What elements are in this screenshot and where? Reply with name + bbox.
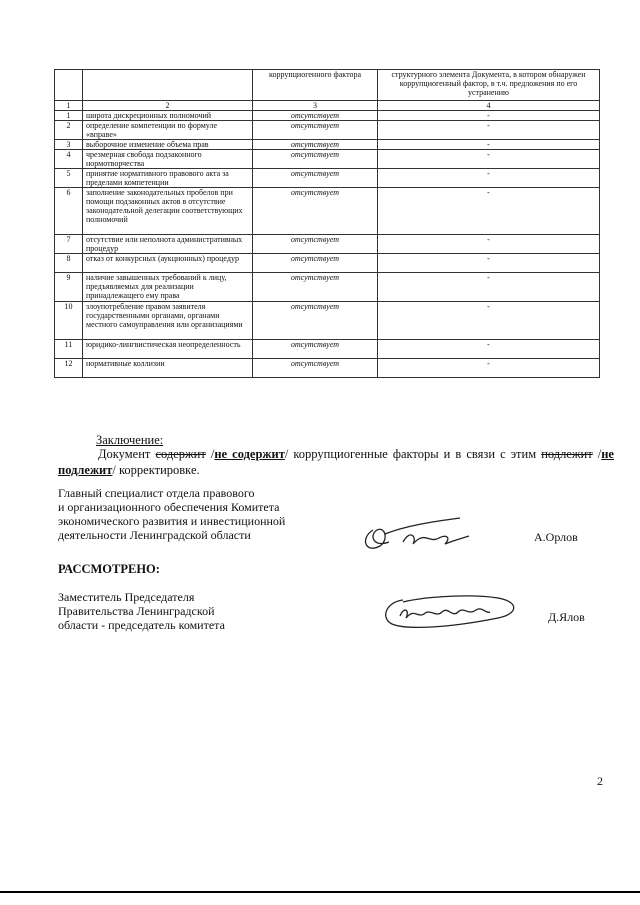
signer2-line: Заместитель Председателя: [58, 590, 195, 604]
signer1-line: Главный специалист отдела правового: [58, 486, 255, 500]
factor-note: -: [378, 235, 600, 254]
signer2-line: Правительства Ленинградской: [58, 604, 215, 618]
factor-note: -: [378, 254, 600, 273]
factor-note: -: [378, 302, 600, 340]
factor-note: -: [378, 150, 600, 169]
table-row: [55, 188, 600, 235]
selected-option-not-contains: не содержит: [214, 447, 285, 461]
table-row: [55, 121, 600, 140]
factor-note: -: [378, 359, 600, 378]
row-number: 4: [55, 150, 83, 169]
factor-name: принятие нормативного правового акта за пределами компетенции: [83, 169, 253, 188]
table-row: [55, 169, 600, 188]
conclusion-text: [58, 446, 614, 478]
signer2-line: области - председатель комитета: [58, 618, 225, 632]
header-cell-1: [55, 70, 83, 101]
row-number: 8: [55, 254, 83, 273]
factor-name: отказ от конкурсных (аукционных) процедур: [83, 254, 253, 273]
row-number: 6: [55, 188, 83, 235]
factor-note: -: [378, 169, 600, 188]
table-row: [55, 235, 600, 254]
table-row: [55, 111, 600, 121]
factor-name: юридико-лингвистическая неопределенность: [83, 340, 253, 359]
table-row: [55, 359, 600, 378]
factor-status: отсутствует: [253, 359, 378, 378]
row-number: 10: [55, 302, 83, 340]
factor-name: злоупотребление правом заявителя государственными органами, органами местного самоуправления или организациями: [83, 302, 253, 340]
signature-yalov: [378, 588, 528, 638]
factor-name: заполнение законодательных пробелов при помощи подзаконных актов в отсутствие законодательной делегации соответствующих полномочий: [83, 188, 253, 235]
factor-name: определение компетенции по формуле «вправе»: [83, 121, 253, 140]
table-row: [55, 140, 600, 150]
factor-status: отсутствует: [253, 121, 378, 140]
struck-option-contains: содержит: [155, 447, 206, 461]
conclusion-title: Заключение:: [96, 433, 164, 447]
factor-status: отсутствует: [253, 273, 378, 302]
factor-status: отсутствует: [253, 111, 378, 121]
factor-name: нормативные коллизии: [83, 359, 253, 378]
conclusion-text-part: / корректировке.: [112, 463, 200, 477]
signer1-name: А.Орлов: [534, 530, 578, 544]
reviewed-heading: РАССМОТРЕНО:: [58, 562, 160, 576]
signer1-line: и организационного обеспечения Комитета: [58, 500, 280, 514]
page-bottom-edge: [0, 891, 640, 893]
table-row: [55, 340, 600, 359]
signer1-line: экономического развития и инвестиционной: [58, 514, 286, 528]
col-number: 3: [253, 101, 378, 111]
factor-status: отсутствует: [253, 150, 378, 169]
factor-status: отсутствует: [253, 254, 378, 273]
row-number: 12: [55, 359, 83, 378]
factor-status: отсутствует: [253, 188, 378, 235]
signer1-position: [58, 486, 285, 542]
factor-name: выборочное изменение объема прав: [83, 140, 253, 150]
row-number: 9: [55, 273, 83, 302]
factor-note: -: [378, 140, 600, 150]
factor-name: чрезмерная свобода подзаконного нормотворчества: [83, 150, 253, 169]
factor-note: -: [378, 111, 600, 121]
row-number: 2: [55, 121, 83, 140]
table-row: [55, 302, 600, 340]
row-number: 3: [55, 140, 83, 150]
header-cell-2: [83, 70, 253, 101]
table-row: [55, 150, 600, 169]
factor-note: -: [378, 273, 600, 302]
factor-note: -: [378, 121, 600, 140]
row-number: 7: [55, 235, 83, 254]
factor-status: отсутствует: [253, 140, 378, 150]
conclusion-text-part: /: [205, 447, 215, 461]
col-number: 4: [378, 101, 600, 111]
column-number-row: [55, 101, 600, 111]
struck-option-subject: подлежит: [541, 447, 593, 461]
signer2-name: Д.Ялов: [548, 610, 585, 624]
conclusion-text-part: / коррупциогенные факторы и в связи с этим: [284, 447, 542, 461]
row-number: 1: [55, 111, 83, 121]
factor-status: отсутствует: [253, 340, 378, 359]
factor-name: отсутствие или неполнота административных процедур: [83, 235, 253, 254]
conclusion-text-part: Документ: [98, 447, 156, 461]
signer1-line: деятельности Ленинградской области: [58, 528, 251, 542]
signature-orlov: [355, 508, 475, 558]
factor-name: широта дискреционных полномочий: [83, 111, 253, 121]
page-number: 2: [597, 774, 603, 788]
table-header-row: [55, 70, 600, 101]
factor-status: отсутствует: [253, 169, 378, 188]
row-number: 11: [55, 340, 83, 359]
corruption-factors-table: [54, 69, 600, 378]
header-cell-4: структурного элемента Документа, в котором обнаружен коррупциогенный фактор, в т.ч. предложения по его устранению: [378, 70, 600, 101]
signer2-position: [58, 590, 225, 632]
factor-note: -: [378, 340, 600, 359]
conclusion-text-part: /: [592, 447, 602, 461]
row-number: 5: [55, 169, 83, 188]
factor-note: -: [378, 188, 600, 235]
factor-name: наличие завышенных требований к лицу, предъявляемых для реализации принадлежащего ему права: [83, 273, 253, 302]
col-number: 2: [83, 101, 253, 111]
table-row: [55, 254, 600, 273]
col-number: 1: [55, 101, 83, 111]
selected-option-not-subject: не подлежит: [58, 447, 614, 477]
table-row: [55, 273, 600, 302]
header-cell-3: коррупциогенного фактора: [253, 70, 378, 101]
factor-status: отсутствует: [253, 235, 378, 254]
factor-status: отсутствует: [253, 302, 378, 340]
